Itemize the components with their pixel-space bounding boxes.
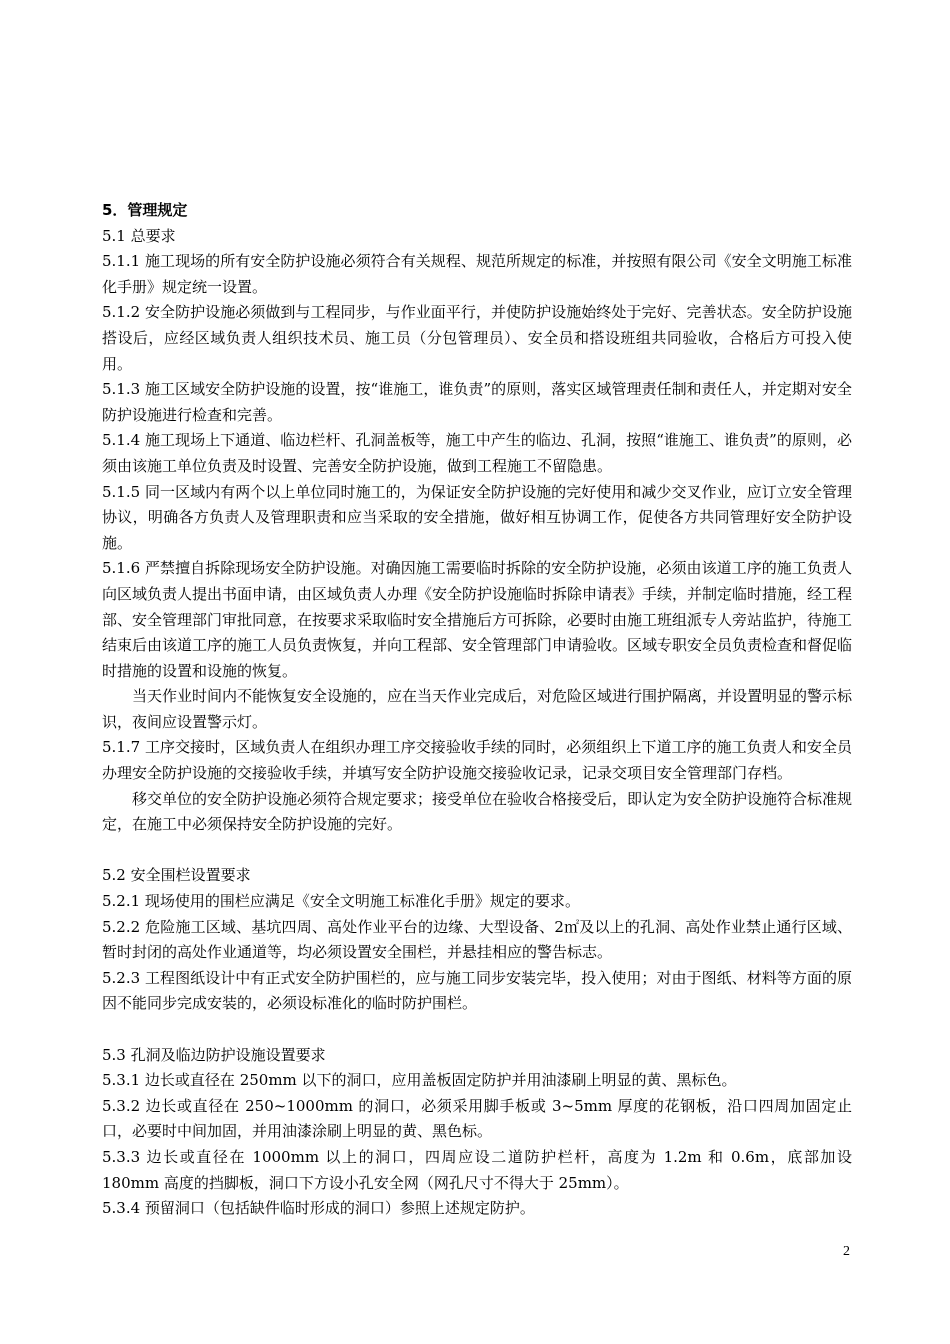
page-number: 2: [843, 1244, 850, 1259]
paragraph-5-1-3: 5.1.3 施工区域安全防护设施的设置，按“谁施工，谁负责”的原则，落实区域管理责任制和责任人，并定期对安全防护设施进行检查和完善。: [102, 380, 852, 424]
spacer: [102, 1017, 852, 1043]
paragraph-5-3-2: 5.3.2 边长或直径在 250~1000mm 的洞口，必须采用脚手板或 3~5mm 厚度的花钢板，沿口四周加固定止口，必要时中间加固，并用油漆涂刷上明显的黄、黑色标。: [102, 1096, 852, 1141]
paragraph-5-2-2: 5.2.2 危险施工区域、基坑四周、高处作业平台的边缘、大型设备、2㎡及以上的孔洞、高处作业禁止通行区域、暂时封闭的高处作业通道等，均必须设置安全围栏，并悬挂相应的警告标志。: [102, 917, 852, 962]
document-body: [102, 198, 852, 1222]
subsection-title-5-2: 5.2 安全围栏设置要求: [102, 866, 251, 885]
paragraph-5-1-6: 5.1.6 严禁擅自拆除现场安全防护设施。对确因施工需要临时拆除的安全防护设施，必须由该道工序的施工负责人向区域负责人提出书面申请，由区域负责人办理《安全防护设施临时拆除申请表》手续，并制定临时措施，经工程部、安全管理部门审批同意，在按要求采取临时安全措施后方可拆除，必要时由施工班组派专人旁站监护，待施工结束后由该道工序的施工人员负责恢复，并向工程部、安全管理部门申请验收。区域专职安全员负责检查和督促临时措施的设置和设施的恢复。: [102, 559, 853, 680]
paragraph-5-2-3: 5.2.3 工程图纸设计中有正式安全防护围栏的，应与施工同步安装完毕，投入使用；对由于图纸、材料等方面的原因不能同步完成安装的，必须设标准化的临时防护围栏。: [102, 968, 852, 1013]
subsection-title-5-1: 5.1 总要求: [102, 226, 176, 245]
subsection-title-5-3: 5.3 孔洞及临边防护设施设置要求: [102, 1045, 326, 1064]
paragraph-5-1-7-continued: 移交单位的安全防护设施必须符合规定要求；接受单位在验收合格接受后，即认定为安全防护设施符合标准规定，在施工中必须保持安全防护设施的完好。: [102, 789, 853, 834]
spacer: [102, 838, 852, 864]
paragraph-5-1-2: 5.1.2 安全防护设施必须做到与工程同步，与作业面平行，并使防护设施始终处于完好、完善状态。安全防护设施搭设后，应经区域负责人组织技术员、施工员（分包管理员）、安全员和搭设班组共同验收，合格后方可投入使用。: [102, 303, 852, 373]
paragraph-5-1-6-continued: 当天作业时间内不能恢复安全设施的，应在当天作业完成后，对危险区域进行围护隔离，并设置明显的警示标识，夜间应设置警示灯。: [102, 687, 853, 731]
paragraph-5-1-1: 5.1.1 施工现场的所有安全防护设施必须符合有关规程、规范所规定的标准，并按照有限公司《安全文明施工标准化手册》规定统一设置。: [102, 252, 852, 296]
paragraph-5-2-1: 5.2.1 现场使用的围栏应满足《安全文明施工标准化手册》规定的要求。: [102, 892, 580, 911]
paragraph-5-3-1: 5.3.1 边长或直径在 250mm 以下的洞口，应用盖板固定防护并用油漆刷上明显的黄、黑标色。: [102, 1071, 737, 1090]
paragraph-5-1-7: 5.1.7 工序交接时，区域负责人在组织办理工序交接验收手续的同时，必须组织上下道工序的施工负责人和安全员办理安全防护设施的交接验收手续，并填写安全防护设施交接验收记录，记录交项目安全管理部门存档。: [102, 738, 852, 783]
paragraph-5-3-3: 5.3.3 边长或直径在 1000mm 以上的洞口，四周应设二道防护栏杆，高度为 1.2m 和 0.6m，底部加设 180mm 高度的挡脚板，洞口下方设小孔安全网（网孔尺寸不得大于 25mm）。: [102, 1147, 852, 1192]
paragraph-5-1-4: 5.1.4 施工现场上下通道、临边栏杆、孔洞盖板等，施工中产生的临边、孔洞，按照“谁施工、谁负责”的原则，必须由该施工单位负责及时设置、完善安全防护设施，做到工程施工不留隐患。: [102, 431, 852, 475]
paragraph-5-3-4: 5.3.4 预留洞口（包括缺件临时形成的洞口）参照上述规定防护。: [102, 1199, 535, 1218]
paragraph-5-1-5: 5.1.5 同一区域内有两个以上单位同时施工的，为保证安全防护设施的完好使用和减少交叉作业，应订立安全管理协议，明确各方负责人及管理职责和应当采取的安全措施，做好相互协调工作，促使各方共同管理好安全防护设施。: [102, 482, 852, 552]
section-heading: 5．管理规定: [102, 201, 188, 219]
